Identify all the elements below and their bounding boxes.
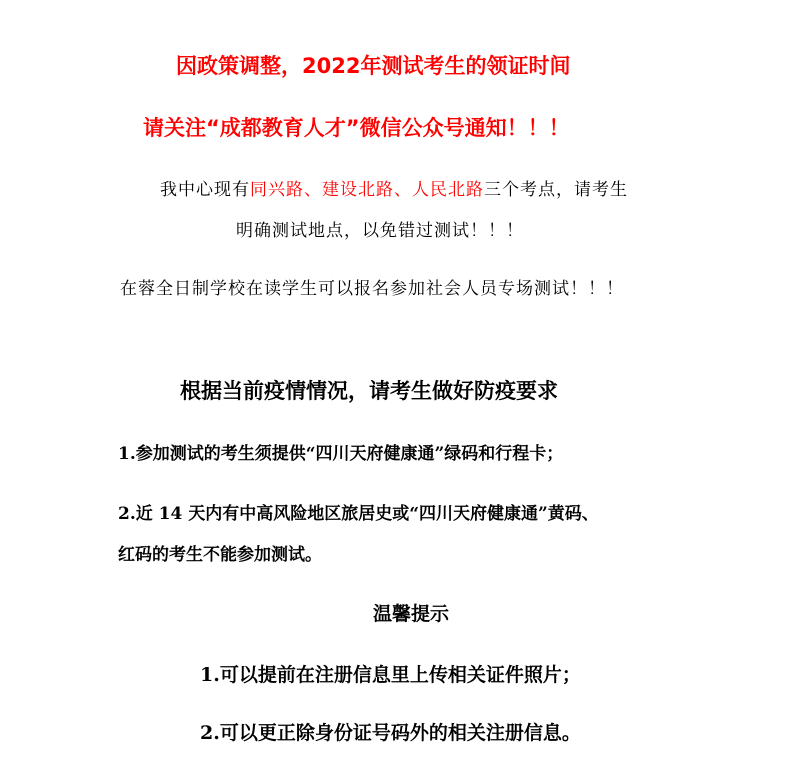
tips-item-2: 2.可以更正除身份证号码外的相关注册信息。: [200, 722, 581, 744]
venue-separator: 、: [304, 180, 322, 200]
notice-line-3: 在蓉全日制学校在读学生可以报名参加社会人员专场测试！！！: [120, 279, 624, 299]
tips-item-1: 1.可以提前在注册信息里上传相关证件照片；: [200, 664, 581, 686]
tips-heading: 温馨提示: [373, 603, 450, 625]
notice-line-1: [160, 175, 628, 200]
notice-prefix: 我中心现有: [160, 180, 250, 200]
notice-suffix: 三个考点，请考生: [484, 180, 628, 200]
venue-jianshe-north-road: 建设北路: [322, 180, 394, 200]
notice-line-2: 明确测试地点，以免错过测试！！！: [236, 221, 524, 241]
epidemic-item-2-line-2: 红码的考生不能参加测试。: [118, 545, 322, 565]
epidemic-item-2-line-1: 2.近 14 天内有中高风险地区旅居史或“四川天府健康通”黄码、: [118, 504, 599, 524]
banner-line-1: 因政策调整，2022年测试考生的领证时间: [176, 54, 571, 78]
banner-line-2: 请关注“成都教育人才”微信公众号通知！！！: [143, 116, 570, 140]
venue-separator: 、: [394, 180, 412, 200]
epidemic-heading: 根据当前疫情情况，请考生做好防疫要求: [180, 378, 558, 403]
epidemic-item-1: 1.参加测试的考生须提供“四川天府健康通”绿码和行程卡；: [118, 444, 564, 464]
venue-tongxing-road: 同兴路: [250, 180, 304, 200]
venue-renmin-north-road: 人民北路: [412, 180, 484, 200]
